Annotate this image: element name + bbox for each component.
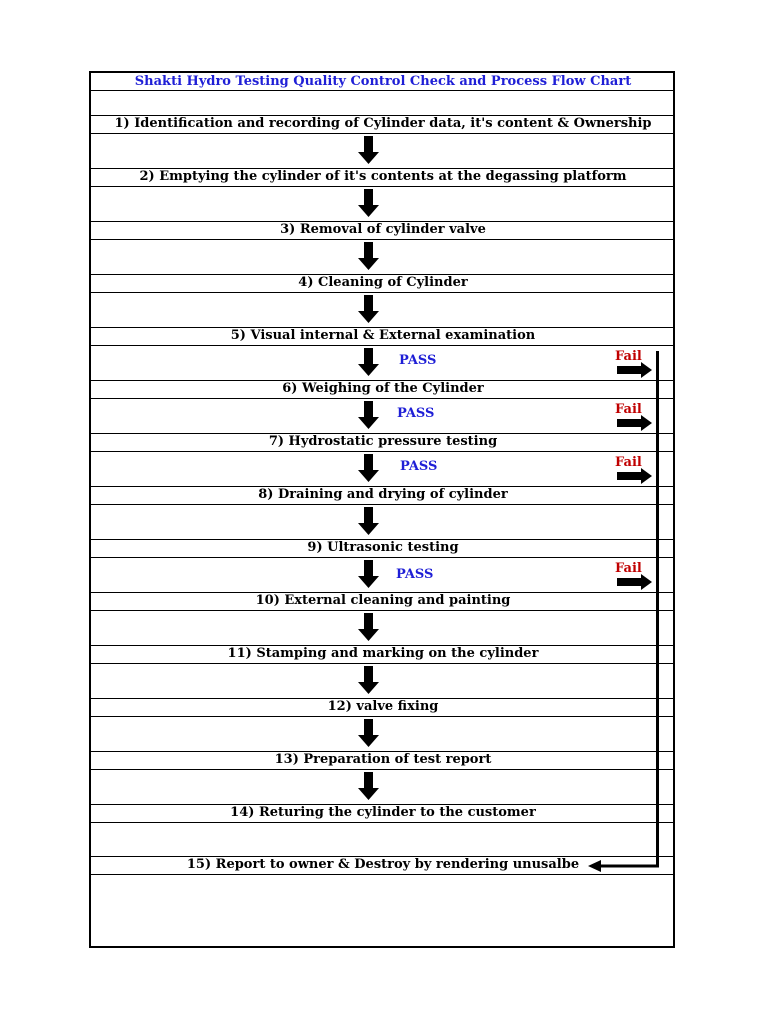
- pass-label-9: PASS: [396, 567, 434, 582]
- fail-label-9: Fail: [615, 561, 642, 576]
- fail-label-6: Fail: [615, 402, 642, 417]
- pass-label-5: PASS: [399, 353, 437, 368]
- step-11: 11) Stamping and marking on the cylinder: [227, 646, 539, 661]
- step-3: 3) Removal of cylinder valve: [280, 222, 486, 237]
- step-9: 9) Ultrasonic testing: [307, 540, 459, 555]
- fail-arrow-5: [617, 362, 652, 378]
- chart-title: Shakti Hydro Testing Quality Control Check and Process Flow Chart: [134, 74, 632, 89]
- down-arrow-3: [358, 242, 379, 270]
- down-arrow-8: [358, 507, 379, 535]
- fail-arrow-7: [617, 468, 652, 484]
- down-arrow-6: [358, 401, 379, 429]
- down-arrow-7: [358, 454, 379, 482]
- pass-label-6: PASS: [397, 406, 435, 421]
- fail-label-7: Fail: [615, 455, 642, 470]
- down-arrow-13: [358, 772, 379, 800]
- step-4: 4) Cleaning of Cylinder: [298, 275, 468, 290]
- step-1: 1) Identification and recording of Cylinder data, it's content & Ownership: [114, 116, 652, 131]
- down-arrow-9: [358, 560, 379, 588]
- fail-arrow-9: [617, 574, 652, 590]
- fail-label-5: Fail: [615, 349, 642, 364]
- down-arrow-4: [358, 295, 379, 323]
- down-arrow-12: [358, 719, 379, 747]
- step-6: 6) Weighing of the Cylinder: [282, 381, 484, 396]
- step-15: 15) Report to owner & Destroy by rendering unusalbe: [186, 857, 580, 872]
- step-13: 13) Preparation of test report: [274, 752, 492, 767]
- step-10: 10) External cleaning and painting: [255, 593, 511, 608]
- step-7: 7) Hydrostatic pressure testing: [268, 434, 498, 449]
- step-2: 2) Emptying the cylinder of it's contents at the degassing platform: [139, 169, 627, 184]
- pass-label-7: PASS: [400, 459, 438, 474]
- step-14: 14) Returing the cylinder to the customer: [230, 805, 536, 820]
- down-arrow-1: [358, 136, 379, 164]
- down-arrow-11: [358, 666, 379, 694]
- step-5: 5) Visual internal & External examination: [230, 328, 536, 343]
- step-12: 12) valve fixing: [327, 699, 439, 714]
- fail-arrow-6: [617, 415, 652, 431]
- down-arrow-5: [358, 348, 379, 376]
- down-arrow-10: [358, 613, 379, 641]
- down-arrow-2: [358, 189, 379, 217]
- step-8: 8) Draining and drying of cylinder: [258, 487, 508, 502]
- fail-return-arrowhead: [588, 860, 601, 872]
